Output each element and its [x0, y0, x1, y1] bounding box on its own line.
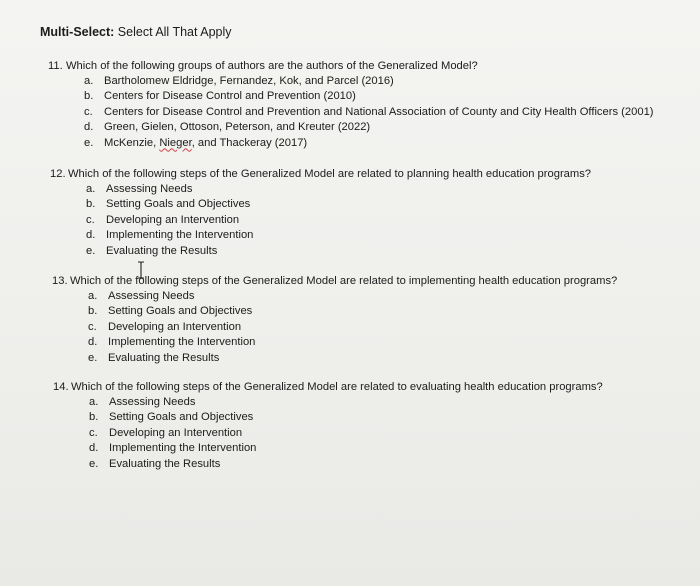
option-letter: e. — [89, 457, 99, 470]
option-text: Assessing Needs — [109, 396, 196, 408]
option-letter: d. — [88, 336, 98, 349]
option-text: Assessing Needs — [106, 183, 193, 195]
option-letter: e. — [88, 351, 98, 364]
option-text-post: , and Thackeray (2017) — [191, 136, 308, 149]
heading-bold: Multi-Select: — [40, 25, 115, 39]
option-d[interactable] — [86, 228, 591, 243]
option-text: Evaluating the Results — [106, 244, 218, 257]
option-letter: c. — [86, 213, 95, 226]
option-letter: c. — [89, 426, 98, 439]
option-a[interactable] — [89, 395, 603, 410]
question-13 — [52, 273, 617, 366]
option-text: Setting Goals and Objectives — [108, 305, 253, 318]
option-d[interactable] — [88, 335, 617, 350]
option-letter: b. — [86, 198, 96, 211]
question-12 — [50, 166, 591, 259]
option-letter: a. — [84, 75, 94, 87]
option-c[interactable] — [86, 213, 591, 228]
option-e[interactable] — [84, 136, 654, 151]
option-d[interactable] — [89, 441, 603, 456]
option-letter: c. — [88, 320, 97, 333]
question-prompt: Which of the following steps of the Generalized Model are related to evaluating health education programs? — [71, 381, 603, 393]
option-letter: d. — [86, 229, 96, 242]
text-cursor-ibeam-icon — [136, 261, 146, 279]
question-number: 14. — [53, 381, 69, 393]
option-text: Implementing the Intervention — [108, 336, 256, 349]
option-text: Assessing Needs — [108, 290, 195, 302]
option-letter: b. — [89, 411, 99, 424]
option-letter: d. — [84, 121, 94, 134]
option-b[interactable] — [84, 89, 654, 104]
option-text: Centers for Disease Control and Prevention and National Association of County and City Health Officers (2001) — [104, 105, 654, 118]
option-a[interactable] — [84, 74, 654, 89]
question-11 — [48, 58, 654, 151]
option-e[interactable] — [89, 457, 603, 472]
option-text: Evaluating the Results — [109, 457, 221, 470]
question-prompt: Which of the following groups of authors are the authors of the Generalized Model? — [66, 60, 478, 72]
option-letter: d. — [89, 442, 99, 455]
heading-rest: Select All That Apply — [117, 25, 232, 39]
question-text — [53, 379, 603, 395]
option-letter: e. — [84, 136, 94, 149]
question-prompt: Which of the following steps of the Generalized Model are related to implementing health education programs? — [70, 275, 618, 287]
question-number: 13. — [52, 275, 68, 287]
question-number: 11. — [48, 60, 63, 72]
option-text: Evaluating the Results — [108, 351, 220, 364]
option-c[interactable] — [89, 426, 603, 441]
option-text: Setting Goals and Objectives — [106, 198, 251, 211]
option-b[interactable] — [86, 197, 591, 212]
option-a[interactable] — [86, 182, 591, 197]
option-letter: a. — [89, 396, 99, 408]
question-text — [50, 166, 591, 182]
option-text: Developing an Intervention — [109, 426, 243, 439]
section-heading — [40, 24, 232, 40]
option-letter: c. — [84, 105, 93, 118]
option-e[interactable] — [88, 351, 617, 366]
option-letter: a. — [88, 290, 98, 302]
option-list — [89, 395, 603, 472]
question-14 — [53, 379, 603, 472]
option-text: Bartholomew Eldridge, Fernandez, Kok, and Parcel (2016) — [104, 75, 394, 87]
option-c[interactable] — [88, 320, 617, 335]
question-prompt: Which of the following steps of the Generalized Model are related to planning health education programs? — [68, 168, 592, 180]
option-e[interactable] — [86, 244, 591, 259]
spellcheck-flagged-word: Nieger — [159, 136, 192, 149]
option-letter: e. — [86, 244, 96, 257]
option-list — [88, 289, 617, 366]
option-c[interactable] — [84, 105, 654, 120]
option-d[interactable] — [84, 120, 654, 135]
option-b[interactable] — [88, 304, 617, 319]
option-text: Implementing the Intervention — [106, 229, 254, 242]
option-text: Developing an Intervention — [108, 320, 242, 333]
option-text-pre: McKenzie, — [104, 136, 160, 149]
question-text — [48, 58, 654, 74]
option-text: Setting Goals and Objectives — [109, 411, 254, 424]
option-b[interactable] — [89, 410, 603, 425]
option-text: Implementing the Intervention — [109, 442, 257, 455]
option-text: Developing an Intervention — [106, 213, 240, 226]
option-letter: a. — [86, 183, 96, 195]
option-list — [86, 182, 591, 259]
option-text: Green, Gielen, Ottoson, Peterson, and Kreuter (2022) — [104, 121, 371, 134]
option-letter: b. — [84, 90, 94, 103]
option-letter: b. — [88, 305, 98, 318]
question-number: 12. — [50, 168, 66, 180]
option-text: Centers for Disease Control and Prevention (2010) — [104, 90, 356, 103]
option-list — [84, 74, 654, 151]
option-a[interactable] — [88, 289, 617, 304]
